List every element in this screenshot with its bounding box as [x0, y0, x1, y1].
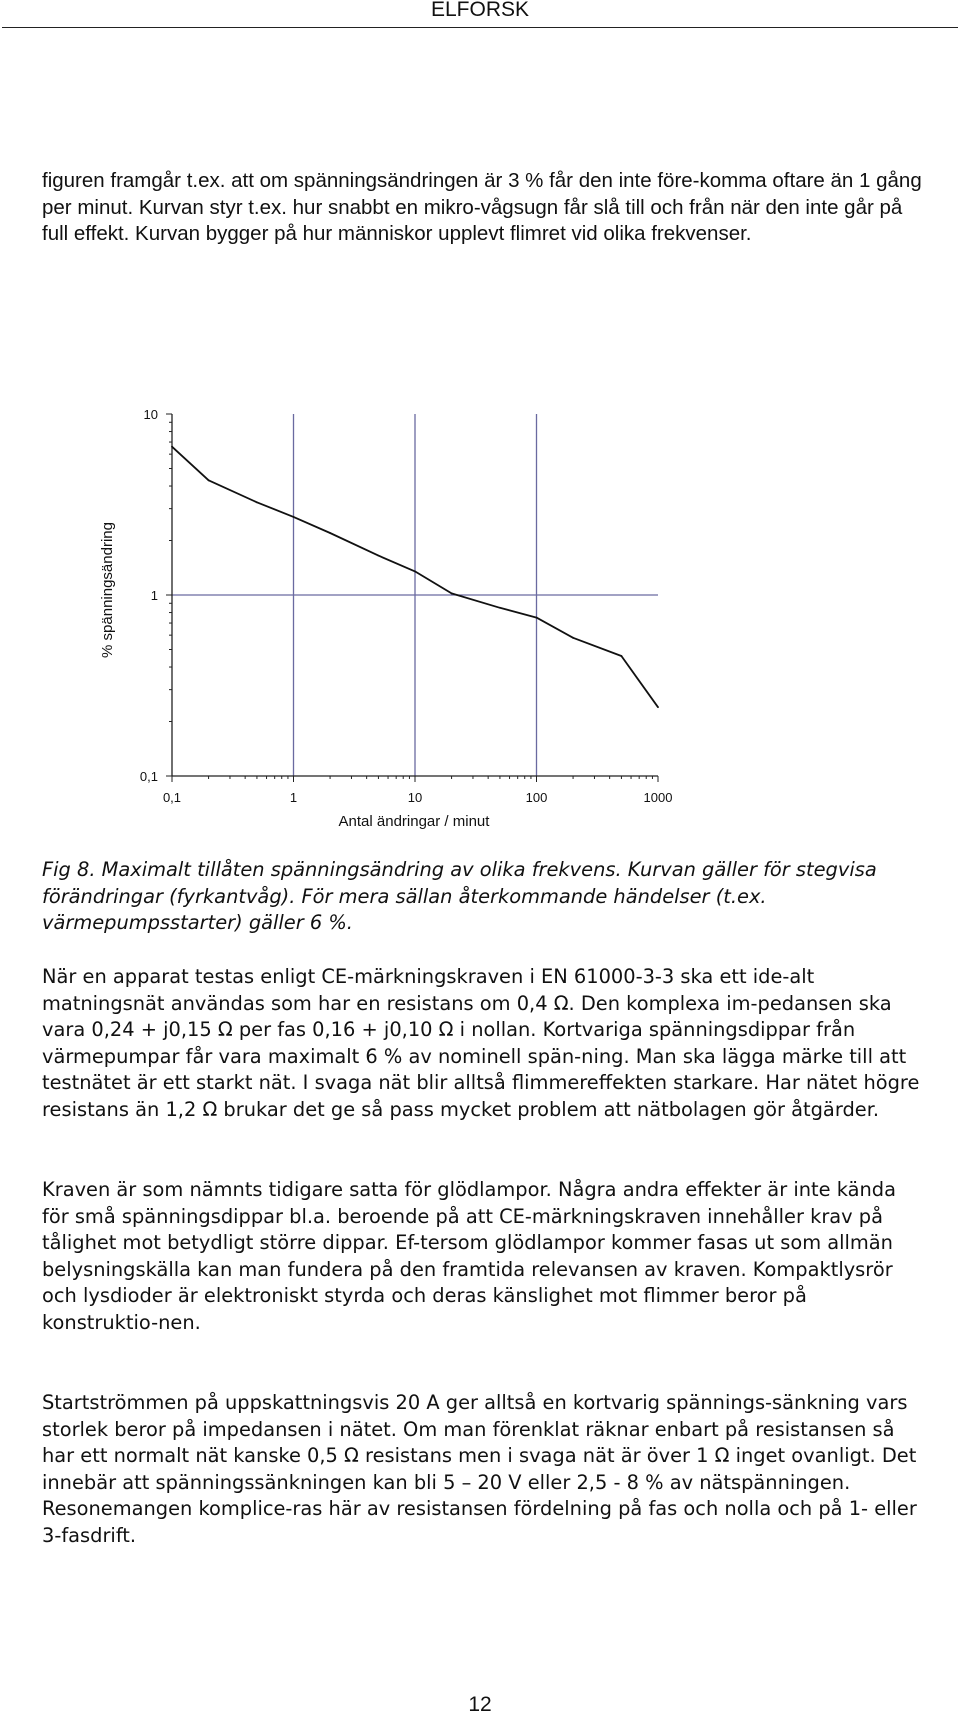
body-paragraph-2: Kraven är som nämnts tidigare satta för glödlampor. Några andra effekter är inte kända för små spänningsdippar bl.a. beroende på att CE-märkningskraven innehåller krav på tålighet mot betydligt större dippar. Ef-tersom glödlampor kommer fasas ut som allmän belysningskälla kan man fundera på den framtida relevansen av kraven. Kompaktlysrör och lysdioder är elektroniskt styrda och deras känslighet mot flimmer beror på konstruktio-nen.: [42, 1178, 896, 1334]
data-point: [293, 516, 295, 518]
data-point: [499, 607, 501, 609]
data-point: [329, 532, 331, 534]
data-point: [451, 593, 453, 595]
data-point: [171, 446, 173, 448]
x-tick-label: 1: [289, 790, 298, 805]
data-point: [378, 555, 380, 557]
data-point: [657, 706, 659, 708]
data-point: [572, 637, 574, 639]
x-tick-label: 10: [407, 790, 423, 805]
y-axis-title: % spänningsändring: [99, 522, 116, 658]
y-tick-label: 10: [143, 407, 158, 422]
chart-grid: [172, 414, 658, 776]
data-point: [621, 655, 623, 657]
intro-paragraph: figuren framgår t.ex. att om spänningsändringen är 3 % får den inte före-komma oftare än 1 gång per minut. Kurvan styr t.ex. hur snabbt en mikro-vågsugn får slå till och från när den inte går på full effekt. Kurvan bygger på hur människor upplevt flimret vid olika frekvenser.: [42, 169, 922, 246]
header-rule: [2, 27, 958, 28]
x-tick-label: 100: [525, 790, 548, 805]
body-paragraph-1: När en apparat testas enligt CE-märkningskraven i EN 61000-3-3 ska ett ide-alt matningsnät användas som har en resistans om 0,4 Ω. Den komplexa im-pedansen ska vara 0,24 + j0,15 Ω per fas 0,16 + j0,10 Ω i nollan. Kortvariga spänningsdippar från värmepumpar får vara maximalt 6 % av nominell spän-ning. Man ska lägga märke till att testnätet är ett starkt nät. I svaga nät blir alltså flimmereffekten starkare. Har nätet högre resistans än 1,2 Ω brukar det ge så pass mycket problem att nätbolagen gör åtgärder.: [42, 965, 920, 1121]
y-tick-label: 1: [150, 588, 158, 603]
figure-caption: Fig 8. Maximalt tillåten spänningsändring av olika frekvens. Kurvan gäller för stegvisa förändringar (fyrkantvåg). För mera sällan återkommande händelser (t.ex. värmepumpsstarter) gäller 6 %.: [42, 858, 877, 935]
voltage-change-chart: [0, 390, 960, 830]
page-header: ELFORSK: [430, 0, 530, 21]
chart-axes: [166, 414, 658, 782]
page-number: 12: [468, 1693, 492, 1716]
body-paragraph-3: Startströmmen på uppskattningsvis 20 A ger alltså en kortvarig spännings-sänkning vars storlek beror på impedansen i nätet. Om man förenklat räknar enbart på resistansen så har ett normalt nät kanske 0,5 Ω resistans men i svaga nät är över 1 Ω inget ovanligt. Det innebär att spänningssänkningen kan bli 5 – 20 V eller 2,5 - 8 % av nätspänningen. Resonemangen komplice-ras här av resistansen fördelning på fas och nolla och på 1- eller 3-fasdrift.: [42, 1391, 917, 1547]
y-tick-label: 0,1: [139, 769, 158, 784]
x-tick-label: 1000: [643, 790, 673, 805]
chart-labels: [140, 407, 673, 805]
data-point: [414, 571, 416, 573]
data-point: [256, 501, 258, 503]
data-point: [536, 617, 538, 619]
x-tick-label: 0,1: [162, 790, 182, 805]
data-point: [208, 479, 210, 481]
x-axis-title: Antal ändringar / minut: [338, 813, 490, 830]
